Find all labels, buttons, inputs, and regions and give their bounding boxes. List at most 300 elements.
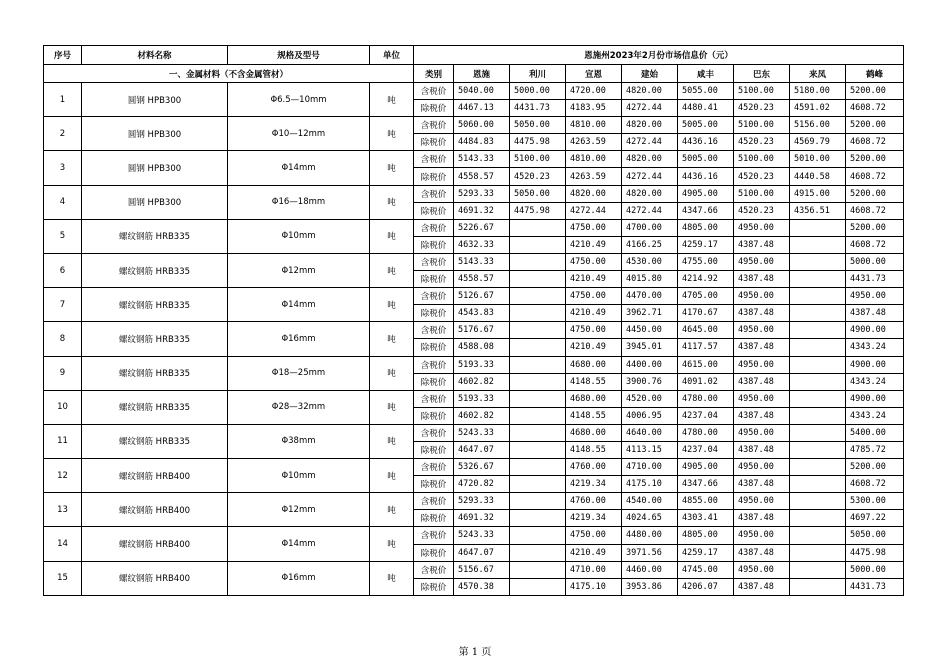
price-cell: 5005.00 [678, 117, 734, 134]
region-xianfeng: 咸丰 [678, 65, 734, 83]
price-cell: 4720.00 [566, 83, 622, 100]
price-cell: 4785.72 [846, 441, 904, 458]
price-cell: 4700.00 [622, 219, 678, 236]
spec-cell: Φ12mm [228, 493, 370, 527]
price-cell [790, 561, 846, 578]
unit-cell: 吨 [370, 459, 414, 493]
incl-tax-label: 含税价 [414, 185, 454, 202]
price-cell: 4024.65 [622, 510, 678, 527]
price-cell: 4697.22 [846, 510, 904, 527]
price-cell: 4347.66 [678, 202, 734, 219]
price-cell: 4400.00 [622, 356, 678, 373]
price-cell: 4608.72 [846, 236, 904, 253]
material-name-cell: 螺纹钢筋 HRB335 [82, 390, 228, 424]
price-cell [790, 493, 846, 510]
excl-tax-label: 除税价 [414, 476, 454, 493]
price-cell: 4680.00 [566, 424, 622, 441]
price-cell: 4950.00 [734, 356, 790, 373]
price-cell: 4520.00 [622, 390, 678, 407]
price-cell: 5200.00 [846, 83, 904, 100]
table-row [44, 459, 904, 476]
price-cell [510, 424, 566, 441]
price-cell: 4183.95 [566, 100, 622, 117]
price-cell: 4691.32 [454, 202, 510, 219]
price-cell: 4303.41 [678, 510, 734, 527]
incl-tax-label: 含税价 [414, 459, 454, 476]
material-name-cell: 圆钢 HPB300 [82, 83, 228, 117]
price-cell: 4805.00 [678, 527, 734, 544]
price-cell: 4608.72 [846, 168, 904, 185]
price-cell: 4440.58 [790, 168, 846, 185]
price-cell: 4805.00 [678, 219, 734, 236]
price-cell: 4691.32 [454, 510, 510, 527]
excl-tax-label: 除税价 [414, 134, 454, 151]
table-row [44, 527, 904, 544]
excl-tax-label: 除税价 [414, 407, 454, 424]
price-cell: 4750.00 [566, 219, 622, 236]
price-cell: 4210.49 [566, 544, 622, 561]
price-cell: 4570.38 [454, 578, 510, 595]
unit-cell: 吨 [370, 424, 414, 458]
seq-cell: 3 [44, 151, 82, 185]
spec-cell: Φ12mm [228, 253, 370, 287]
price-cell: 4431.73 [846, 578, 904, 595]
price-cell: 4540.00 [622, 493, 678, 510]
price-cell: 4214.92 [678, 271, 734, 288]
price-cell: 4558.57 [454, 168, 510, 185]
price-cell: 4356.51 [790, 202, 846, 219]
price-cell [510, 373, 566, 390]
price-cell: 4436.16 [678, 168, 734, 185]
price-cell [790, 288, 846, 305]
unit-cell: 吨 [370, 219, 414, 253]
price-cell: 4272.44 [622, 202, 678, 219]
price-cell: 4705.00 [678, 288, 734, 305]
table-row [44, 253, 904, 270]
price-cell: 4680.00 [566, 390, 622, 407]
table-row [44, 493, 904, 510]
price-cell: 4950.00 [734, 424, 790, 441]
price-cell: 4905.00 [678, 459, 734, 476]
price-cell: 4647.07 [454, 544, 510, 561]
price-cell: 4117.57 [678, 339, 734, 356]
price-cell: 5050.00 [510, 185, 566, 202]
spec-cell: Φ16mm [228, 322, 370, 356]
region-xuanen: 宣恩 [566, 65, 622, 83]
table-row [44, 288, 904, 305]
price-cell: 4608.72 [846, 476, 904, 493]
table-row [44, 117, 904, 134]
price-cell: 4091.02 [678, 373, 734, 390]
incl-tax-label: 含税价 [414, 424, 454, 441]
price-cell: 4640.00 [622, 424, 678, 441]
price-cell: 5226.67 [454, 219, 510, 236]
price-cell: 3962.71 [622, 305, 678, 322]
price-cell: 4475.98 [510, 202, 566, 219]
table-row [44, 151, 904, 168]
price-cell [790, 253, 846, 270]
price-cell: 4680.00 [566, 356, 622, 373]
price-cell: 4647.07 [454, 441, 510, 458]
seq-cell: 8 [44, 322, 82, 356]
price-cell: 4591.02 [790, 100, 846, 117]
price-cell: 4210.49 [566, 339, 622, 356]
material-name-cell: 螺纹钢筋 HRB335 [82, 219, 228, 253]
price-cell [790, 219, 846, 236]
excl-tax-label: 除税价 [414, 100, 454, 117]
price-cell: 4520.23 [510, 168, 566, 185]
table-row [44, 424, 904, 441]
material-name-cell: 螺纹钢筋 HRB335 [82, 356, 228, 390]
excl-tax-label: 除税价 [414, 578, 454, 595]
price-cell: 4263.59 [566, 134, 622, 151]
price-cell: 4148.55 [566, 407, 622, 424]
price-cell: 4900.00 [846, 322, 904, 339]
price-cell: 4387.48 [846, 305, 904, 322]
price-cell: 4530.00 [622, 253, 678, 270]
price-cell: 4467.13 [454, 100, 510, 117]
price-cell: 4520.23 [734, 202, 790, 219]
price-cell: 5156.00 [790, 117, 846, 134]
price-cell: 4810.00 [566, 151, 622, 168]
price-cell: 4950.00 [734, 459, 790, 476]
price-cell [510, 390, 566, 407]
price-cell [790, 390, 846, 407]
price-cell: 4608.72 [846, 134, 904, 151]
unit-cell: 吨 [370, 322, 414, 356]
spec-cell: Φ38mm [228, 424, 370, 458]
price-cell: 5060.00 [454, 117, 510, 134]
price-cell: 5200.00 [846, 151, 904, 168]
section-title: 一、金属材料（不含金属管材） [44, 65, 414, 83]
price-cell: 5055.00 [678, 83, 734, 100]
price-cell: 4950.00 [734, 322, 790, 339]
price-cell: 4387.48 [734, 578, 790, 595]
price-cell: 4387.48 [734, 339, 790, 356]
price-cell: 5180.00 [790, 83, 846, 100]
price-cell: 4760.00 [566, 493, 622, 510]
price-cell: 4431.73 [846, 271, 904, 288]
price-cell: 5193.33 [454, 356, 510, 373]
seq-cell: 9 [44, 356, 82, 390]
price-cell: 5100.00 [510, 151, 566, 168]
price-cell [790, 236, 846, 253]
price-cell: 5293.33 [454, 493, 510, 510]
region-jianshi: 建始 [622, 65, 678, 83]
seq-cell: 6 [44, 253, 82, 287]
price-cell: 5126.67 [454, 288, 510, 305]
price-table [43, 45, 904, 596]
incl-tax-label: 含税价 [414, 322, 454, 339]
material-name-cell: 螺纹钢筋 HRB335 [82, 253, 228, 287]
price-cell: 5300.00 [846, 493, 904, 510]
incl-tax-label: 含税价 [414, 219, 454, 236]
spec-cell: Φ16—18mm [228, 185, 370, 219]
price-cell: 5050.00 [846, 527, 904, 544]
price-cell [510, 356, 566, 373]
material-name-cell: 螺纹钢筋 HRB400 [82, 561, 228, 595]
excl-tax-label: 除税价 [414, 373, 454, 390]
section-row [44, 65, 904, 83]
price-cell: 4810.00 [566, 117, 622, 134]
header-type: 类别 [414, 65, 454, 83]
price-cell: 4820.00 [622, 151, 678, 168]
price-cell [510, 510, 566, 527]
price-cell: 5176.67 [454, 322, 510, 339]
header-seq: 序号 [44, 46, 82, 65]
price-cell: 4206.07 [678, 578, 734, 595]
price-cell: 5326.67 [454, 459, 510, 476]
price-cell: 4148.55 [566, 441, 622, 458]
material-name-cell: 螺纹钢筋 HRB400 [82, 493, 228, 527]
unit-cell: 吨 [370, 185, 414, 219]
header-price-title: 恩施州2023年2月份市场信息价（元） [414, 46, 904, 65]
price-cell: 4569.79 [790, 134, 846, 151]
price-cell: 3971.56 [622, 544, 678, 561]
incl-tax-label: 含税价 [414, 527, 454, 544]
spec-cell: Φ16mm [228, 561, 370, 595]
price-cell [790, 527, 846, 544]
unit-cell: 吨 [370, 117, 414, 151]
spec-cell: Φ18—25mm [228, 356, 370, 390]
seq-cell: 11 [44, 424, 82, 458]
price-cell: 4950.00 [734, 288, 790, 305]
excl-tax-label: 除税价 [414, 271, 454, 288]
excl-tax-label: 除税价 [414, 510, 454, 527]
price-cell: 4750.00 [566, 288, 622, 305]
table-row [44, 185, 904, 202]
price-cell [790, 356, 846, 373]
price-cell: 4750.00 [566, 527, 622, 544]
price-cell: 4820.00 [566, 185, 622, 202]
price-cell [510, 578, 566, 595]
price-cell: 4343.24 [846, 339, 904, 356]
table-row [44, 322, 904, 339]
price-cell: 4175.10 [622, 476, 678, 493]
price-cell: 4780.00 [678, 390, 734, 407]
spec-cell: Φ10—12mm [228, 117, 370, 151]
price-cell: 4387.48 [734, 305, 790, 322]
price-cell: 4608.72 [846, 202, 904, 219]
price-cell: 5200.00 [846, 219, 904, 236]
price-cell [510, 493, 566, 510]
excl-tax-label: 除税价 [414, 202, 454, 219]
price-cell: 4387.48 [734, 373, 790, 390]
price-cell: 4387.48 [734, 544, 790, 561]
incl-tax-label: 含税价 [414, 493, 454, 510]
header-row [44, 46, 904, 65]
seq-cell: 12 [44, 459, 82, 493]
price-cell: 5400.00 [846, 424, 904, 441]
price-cell: 4900.00 [846, 356, 904, 373]
spec-cell: Φ10mm [228, 219, 370, 253]
seq-cell: 7 [44, 288, 82, 322]
price-cell: 5040.00 [454, 83, 510, 100]
price-cell [510, 441, 566, 458]
seq-cell: 2 [44, 117, 82, 151]
price-cell: 4820.00 [622, 117, 678, 134]
price-cell: 4602.82 [454, 407, 510, 424]
table-row [44, 390, 904, 407]
price-cell [790, 476, 846, 493]
material-name-cell: 螺纹钢筋 HRB335 [82, 424, 228, 458]
price-cell: 4480.00 [622, 527, 678, 544]
spec-cell: Φ28—32mm [228, 390, 370, 424]
material-name-cell: 螺纹钢筋 HRB335 [82, 288, 228, 322]
price-cell [790, 339, 846, 356]
price-cell: 4608.72 [846, 100, 904, 117]
price-cell: 5243.33 [454, 527, 510, 544]
price-cell: 4166.25 [622, 236, 678, 253]
price-cell: 4259.17 [678, 544, 734, 561]
excl-tax-label: 除税价 [414, 441, 454, 458]
seq-cell: 14 [44, 527, 82, 561]
price-cell: 5000.00 [846, 561, 904, 578]
price-cell: 4720.82 [454, 476, 510, 493]
seq-cell: 15 [44, 561, 82, 595]
spec-cell: Φ6.5—10mm [228, 83, 370, 117]
price-cell: 4484.83 [454, 134, 510, 151]
price-cell: 3945.01 [622, 339, 678, 356]
price-cell: 4632.33 [454, 236, 510, 253]
price-cell: 4431.73 [510, 100, 566, 117]
price-cell: 4950.00 [734, 493, 790, 510]
price-cell: 5143.33 [454, 253, 510, 270]
price-cell: 4615.00 [678, 356, 734, 373]
material-name-cell: 圆钢 HPB300 [82, 151, 228, 185]
price-cell: 4602.82 [454, 373, 510, 390]
seq-cell: 5 [44, 219, 82, 253]
price-cell: 4520.23 [734, 100, 790, 117]
price-cell: 4175.10 [566, 578, 622, 595]
price-cell [510, 407, 566, 424]
price-cell: 5156.67 [454, 561, 510, 578]
price-cell: 4905.00 [678, 185, 734, 202]
unit-cell: 吨 [370, 253, 414, 287]
price-cell: 4558.57 [454, 271, 510, 288]
price-cell: 4237.04 [678, 441, 734, 458]
price-cell: 5143.33 [454, 151, 510, 168]
price-cell: 4387.48 [734, 476, 790, 493]
incl-tax-label: 含税价 [414, 561, 454, 578]
price-cell: 4915.00 [790, 185, 846, 202]
table-row [44, 219, 904, 236]
price-cell: 4219.34 [566, 476, 622, 493]
price-cell [510, 459, 566, 476]
spec-cell: Φ10mm [228, 459, 370, 493]
price-cell: 4543.83 [454, 305, 510, 322]
price-cell [790, 373, 846, 390]
price-cell: 4950.00 [734, 219, 790, 236]
price-cell [790, 271, 846, 288]
table-body [44, 83, 904, 596]
price-cell: 4900.00 [846, 390, 904, 407]
price-cell [510, 544, 566, 561]
unit-cell: 吨 [370, 493, 414, 527]
page-number: 第 1 页 [458, 647, 492, 658]
price-cell: 5100.00 [734, 117, 790, 134]
incl-tax-label: 含税价 [414, 151, 454, 168]
price-cell: 4015.80 [622, 271, 678, 288]
unit-cell: 吨 [370, 356, 414, 390]
price-cell: 4750.00 [566, 253, 622, 270]
price-cell: 5200.00 [846, 117, 904, 134]
unit-cell: 吨 [370, 527, 414, 561]
region-enshi: 恩施 [454, 65, 510, 83]
price-cell: 4343.24 [846, 407, 904, 424]
unit-cell: 吨 [370, 83, 414, 117]
price-cell: 4436.16 [678, 134, 734, 151]
excl-tax-label: 除税价 [414, 339, 454, 356]
incl-tax-label: 含税价 [414, 288, 454, 305]
price-cell: 5050.00 [510, 117, 566, 134]
unit-cell: 吨 [370, 561, 414, 595]
price-cell [790, 578, 846, 595]
material-name-cell: 圆钢 HPB300 [82, 185, 228, 219]
price-cell [510, 271, 566, 288]
material-name-cell: 螺纹钢筋 HRB400 [82, 527, 228, 561]
price-cell: 4950.00 [734, 390, 790, 407]
price-cell: 4710.00 [566, 561, 622, 578]
price-cell: 4263.59 [566, 168, 622, 185]
header-material: 材料名称 [82, 46, 228, 65]
excl-tax-label: 除税价 [414, 168, 454, 185]
price-cell: 4950.00 [734, 253, 790, 270]
price-cell: 4520.23 [734, 134, 790, 151]
price-cell [510, 322, 566, 339]
price-cell: 4387.48 [734, 510, 790, 527]
seq-cell: 1 [44, 83, 82, 117]
unit-cell: 吨 [370, 288, 414, 322]
incl-tax-label: 含税价 [414, 253, 454, 270]
price-cell [510, 305, 566, 322]
price-cell [510, 288, 566, 305]
price-cell: 4347.66 [678, 476, 734, 493]
price-cell: 4820.00 [622, 83, 678, 100]
price-cell: 4343.24 [846, 373, 904, 390]
price-cell: 4210.49 [566, 236, 622, 253]
price-cell: 4387.48 [734, 271, 790, 288]
price-cell: 5100.00 [734, 151, 790, 168]
material-name-cell: 螺纹钢筋 HRB400 [82, 459, 228, 493]
price-cell [510, 476, 566, 493]
price-cell: 3900.76 [622, 373, 678, 390]
price-cell: 4475.98 [846, 544, 904, 561]
price-cell: 4460.00 [622, 561, 678, 578]
price-cell: 4520.23 [734, 168, 790, 185]
price-cell [790, 305, 846, 322]
unit-cell: 吨 [370, 151, 414, 185]
price-cell: 5200.00 [846, 459, 904, 476]
table-row [44, 356, 904, 373]
price-cell [790, 544, 846, 561]
price-cell: 4710.00 [622, 459, 678, 476]
price-cell: 4950.00 [846, 288, 904, 305]
seq-cell: 4 [44, 185, 82, 219]
price-cell: 4745.00 [678, 561, 734, 578]
price-cell: 4387.48 [734, 407, 790, 424]
price-cell: 5193.33 [454, 390, 510, 407]
incl-tax-label: 含税价 [414, 356, 454, 373]
price-cell: 5010.00 [790, 151, 846, 168]
price-cell: 4387.48 [734, 441, 790, 458]
price-cell: 4480.41 [678, 100, 734, 117]
price-cell: 4450.00 [622, 322, 678, 339]
price-cell [510, 527, 566, 544]
price-cell: 4148.55 [566, 373, 622, 390]
price-cell: 3953.86 [622, 578, 678, 595]
price-cell: 5100.00 [734, 185, 790, 202]
